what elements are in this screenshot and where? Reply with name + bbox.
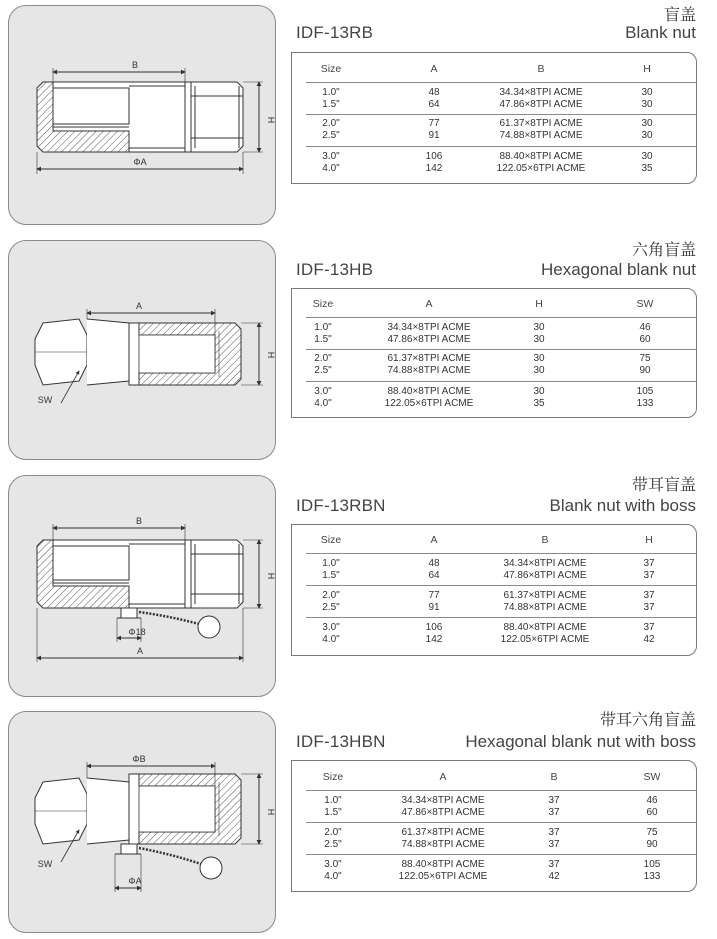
chinese-title: 盲盖	[663, 5, 696, 24]
product-section-idf-13rb	[0, 0, 717, 230]
dim-label: SW	[37, 859, 53, 869]
dim-label: A	[136, 646, 144, 656]
chinese-title: 六角盲盖	[631, 240, 696, 259]
header-cell: B	[537, 63, 545, 75]
product-section-idf-13hb	[0, 235, 717, 465]
dim-label: H	[266, 351, 276, 359]
header-cell: Size	[320, 63, 342, 75]
english-title: Blank nut with boss	[549, 496, 696, 515]
drawing-panel	[8, 5, 276, 225]
dim-label: H	[266, 572, 276, 580]
dim-label: H	[266, 808, 276, 816]
hexagonal-blank-nut-drawing	[9, 241, 277, 461]
product-code: IDF-13HB	[296, 260, 374, 279]
dim-label: B	[131, 60, 139, 70]
dim-label: H	[266, 116, 276, 124]
spec-table: Size A B H 1.0" 48 34.34×8TPI ACME 37 1.5" 64 47.86×8TPI ACME 37 2.0" 77 61.37×8TPI ACME 37 2.5" 91 74.88×8TPI ACME 37 3.0" 106 88.40×8TPI ACME 37 4.0" 142 122.05×6TPI ACME 42	[291, 524, 697, 656]
dim-label: A	[135, 301, 143, 311]
dim-label: ΦA	[133, 157, 147, 167]
spec-table: Size A B H 1.0" 48 34.34×8TPI ACME 30 1.5" 64 47.86×8TPI ACME 30 2.0" 77 61.37×8TPI ACME 30 2.5" 91 74.88×8TPI ACME 30 3.0" 106 88.40×8TPI ACME 30 4.0" 142 122.05×6TPI ACME 35	[291, 52, 697, 184]
blank-nut-drawing	[9, 6, 277, 226]
header-cell: H	[643, 63, 651, 75]
hexagonal-blank-nut-with-boss-drawing	[9, 712, 277, 934]
chinese-title: 带耳六角盲盖	[599, 710, 696, 729]
spec-table: Size A B SW 1.0" 34.34×8TPI ACME 37 46 1.5" 47.86×8TPI ACME 37 60 2.0" 61.37×8TPI ACME 37 75 2.5" 74.88×8TPI ACME 37 90 3.0" 88.40×8TPI ACME 37 105 4.0" 122.05×6TPI ACME 42 133	[291, 760, 697, 892]
english-title: Blank nut	[625, 23, 696, 42]
product-code: IDF-13HBN	[296, 732, 386, 751]
english-title: Hexagonal blank nut with boss	[465, 732, 696, 751]
dim-label: ΦA	[128, 876, 142, 886]
product-section-idf-13rbn	[0, 470, 717, 705]
spec-table: Size A H SW 1.0" 34.34×8TPI ACME 30 46 1.5" 47.86×8TPI ACME 30 60 2.0" 61.37×8TPI ACME 30 75 2.5" 74.88×8TPI ACME 30 90 3.0" 88.40×8TPI ACME 30 105 4.0" 122.05×6TPI ACME 35 133	[291, 288, 697, 418]
product-code: IDF-13RB	[296, 23, 374, 42]
chinese-title: 带耳盲盖	[631, 475, 696, 494]
dim-label: SW	[37, 395, 53, 405]
blank-nut-with-boss-drawing	[9, 476, 277, 698]
english-title: Hexagonal blank nut	[540, 260, 696, 279]
product-section-idf-13hbn	[0, 705, 717, 939]
header-cell: A	[430, 63, 438, 75]
product-code: IDF-13RBN	[296, 496, 386, 515]
dim-label: B	[135, 516, 143, 526]
drawing-panel	[8, 711, 276, 933]
drawing-panel	[8, 475, 276, 697]
dim-label: ΦB	[132, 754, 146, 764]
drawing-panel	[8, 240, 276, 460]
dim-label: Φ18	[128, 627, 146, 637]
